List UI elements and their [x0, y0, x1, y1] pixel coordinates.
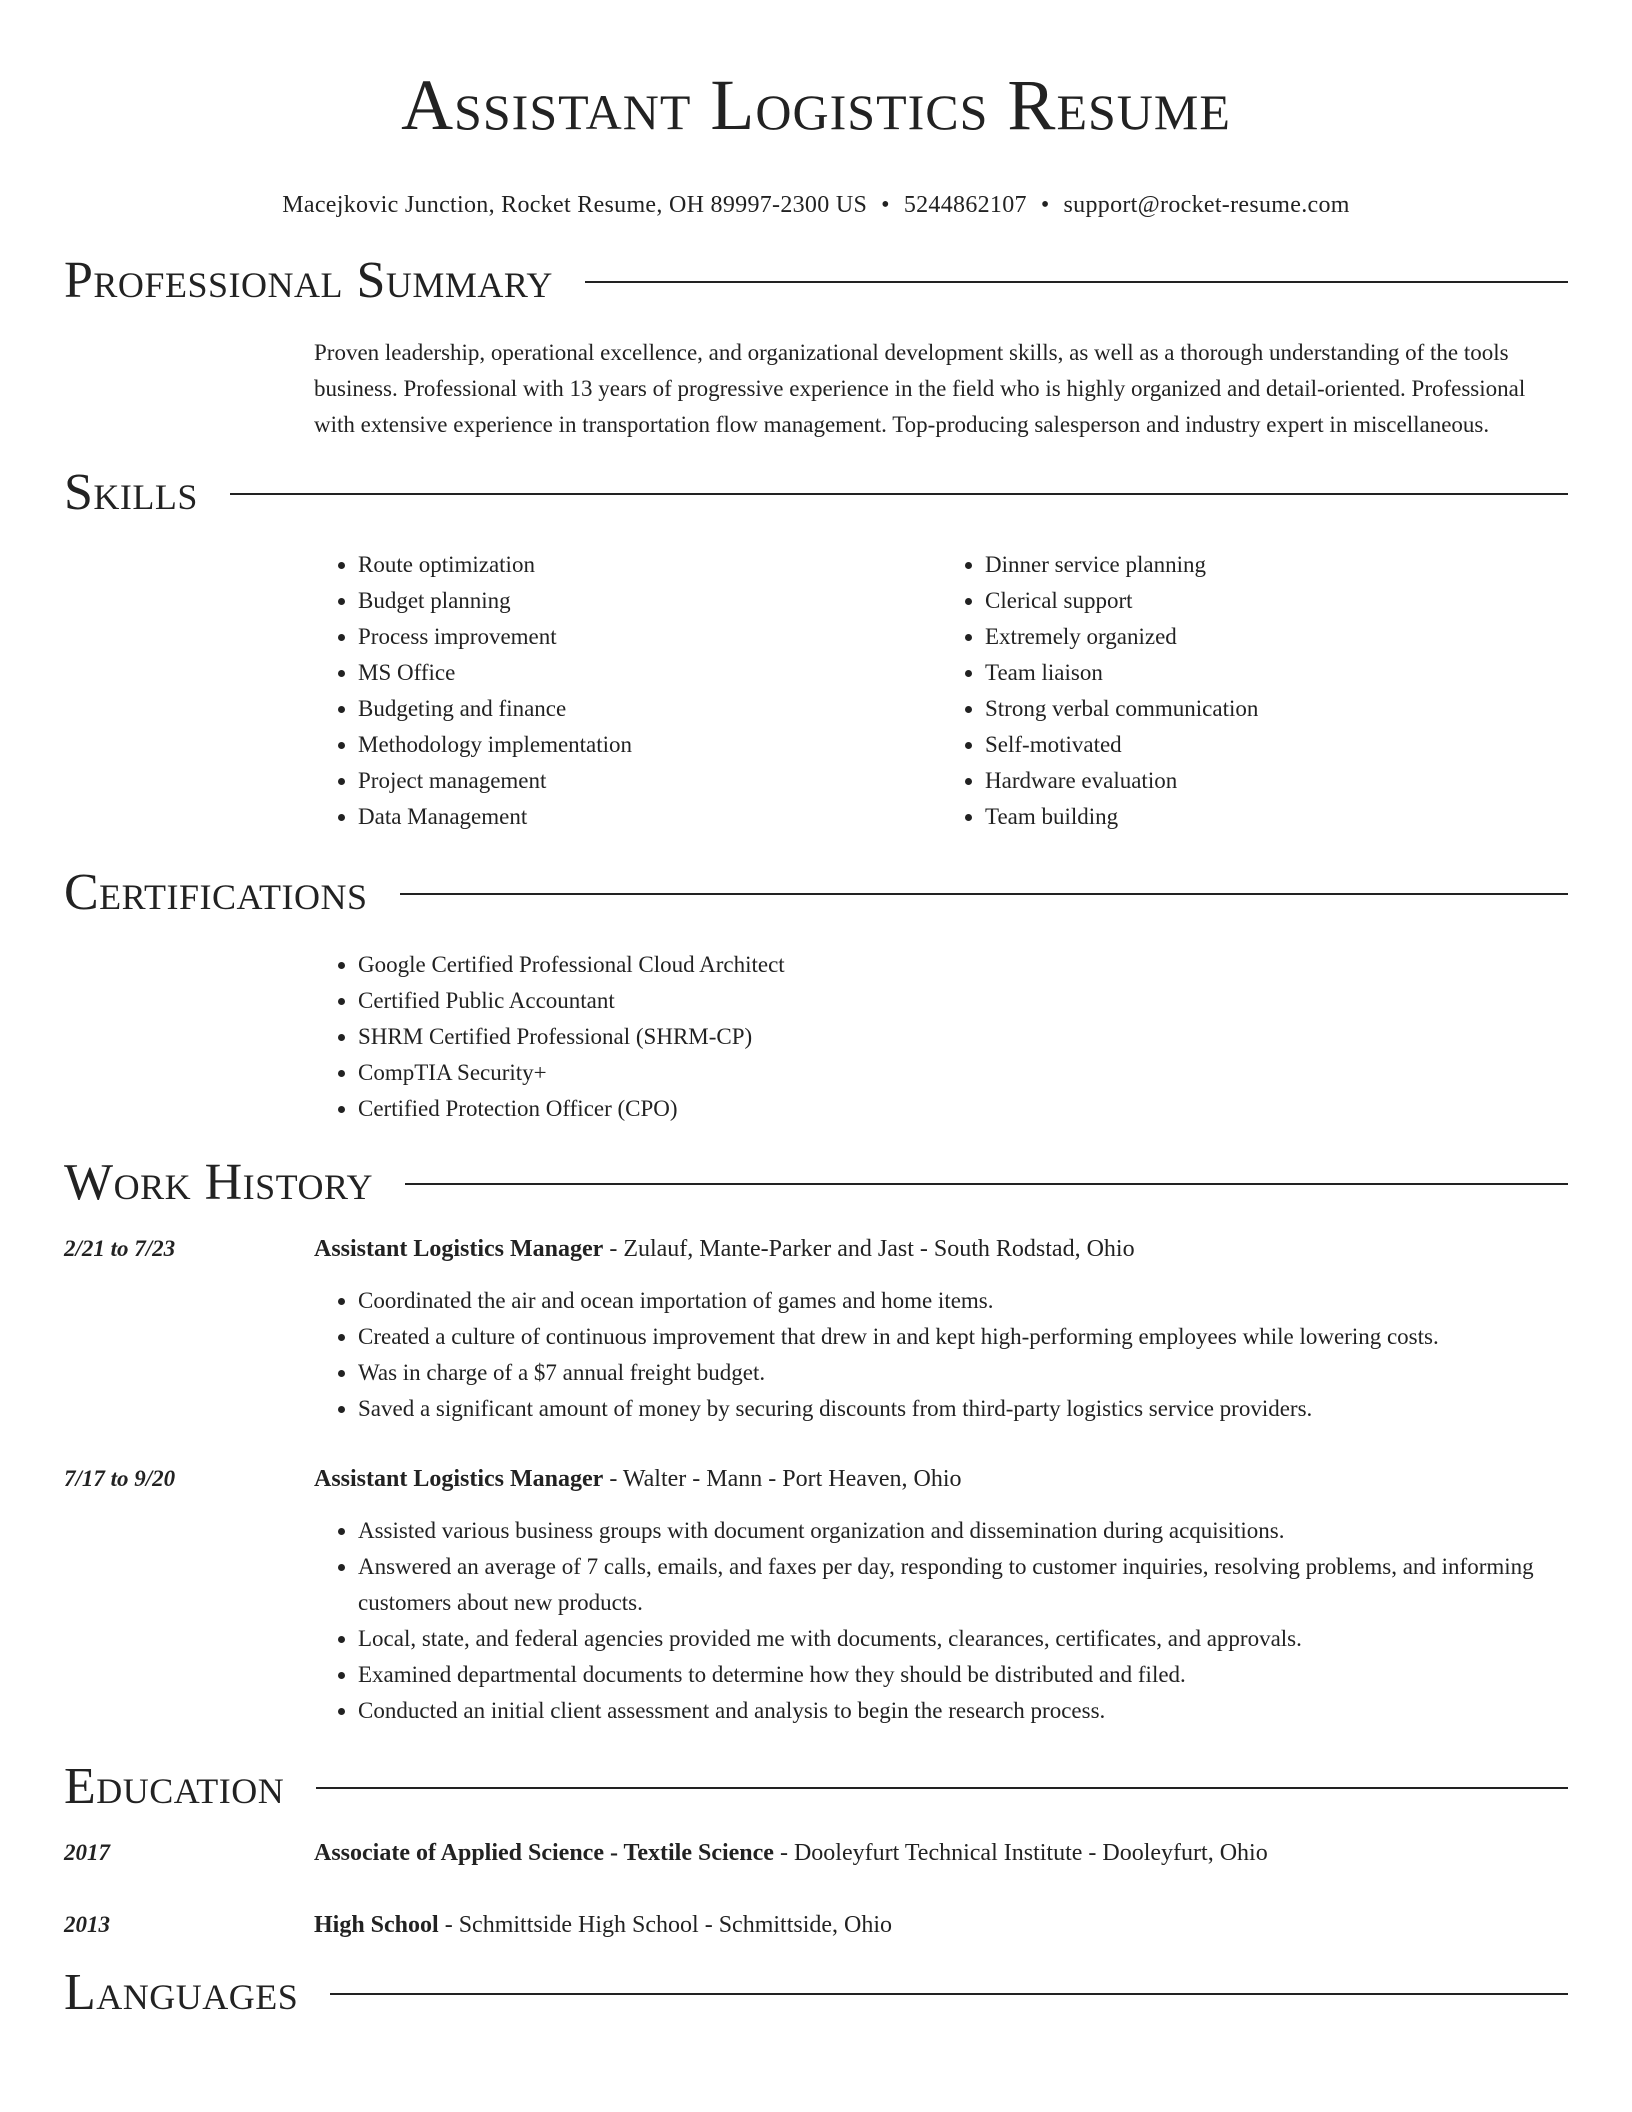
section-divider — [330, 1993, 1568, 1995]
job-duty: • Examined departmental documents to determine how they should be distributed and filed. — [358, 1657, 1568, 1693]
section-divider — [316, 1787, 1568, 1789]
skill-item: • Data Management — [358, 799, 941, 835]
summary-section — [64, 247, 1568, 443]
skill-item: • MS Office — [358, 655, 941, 691]
education-degree: Associate of Applied Science - Textile Science — [314, 1840, 774, 1866]
job-dates: 2/21 to 7/23 — [64, 1236, 176, 1261]
skill-item: • Process improvement — [358, 619, 941, 655]
skill-item: • Team building — [985, 799, 1568, 835]
job-bullets — [314, 1283, 1568, 1427]
skill-item: • Hardware evaluation — [985, 763, 1568, 799]
certification-item: • Certified Public Accountant — [358, 983, 1568, 1019]
education-headline — [314, 1907, 892, 1943]
skill-item: • Self-motivated — [985, 727, 1568, 763]
job-position: Assistant Logistics Manager — [314, 1236, 604, 1262]
section-title: Professional Summary — [64, 251, 553, 309]
job-header — [64, 1231, 1568, 1267]
education-details: - Schmittside High School - Schmittside, Ohio — [438, 1912, 893, 1938]
certification-item: • CompTIA Security+ — [358, 1055, 1568, 1091]
job-duty: • Coordinated the air and ocean importation of games and home items. — [358, 1283, 1568, 1319]
education-details: - Dooleyfurt Technical Institute - Dooleyfurt, Ohio — [773, 1840, 1268, 1866]
job-duty: • Local, state, and federal agencies provided me with documents, clearances, certificates, and approvals. — [358, 1621, 1568, 1657]
work-history-section — [64, 1149, 1568, 1729]
job-duty: • Saved a significant amount of money by securing discounts from third-party logistics service providers. — [358, 1391, 1568, 1427]
section-title: Languages — [64, 1963, 299, 2021]
job-entry — [64, 1461, 1568, 1729]
skills-section — [64, 459, 1568, 835]
job-duty: • Was in charge of a $7 annual freight budget. — [358, 1355, 1568, 1391]
certification-item: • SHRM Certified Professional (SHRM-CP) — [358, 1019, 1568, 1055]
skill-item: • Team liaison — [985, 655, 1568, 691]
job-duties-list — [314, 1513, 1568, 1729]
job-duty: • Created a culture of continuous improvement that drew in and kept high-performing employees while lowering costs. — [358, 1319, 1568, 1355]
skill-item: • Budgeting and finance — [358, 691, 941, 727]
address: Macejkovic Junction, Rocket Resume, OH 89997-2300 US — [282, 192, 868, 218]
skills-list-right — [941, 547, 1568, 835]
job-dates: 7/17 to 9/20 — [64, 1466, 176, 1491]
education-section — [64, 1753, 1568, 1943]
skill-item: • Methodology implementation — [358, 727, 941, 763]
job-duty: • Assisted various business groups with document organization and dissemination during acquisitions. — [358, 1513, 1568, 1549]
job-details: - Zulauf, Mante-Parker and Jast - South Rodstad, Ohio — [603, 1236, 1135, 1262]
email: support@rocket-resume.com — [1063, 192, 1350, 218]
skill-item: • Clerical support — [985, 583, 1568, 619]
languages-section — [64, 1959, 1568, 2025]
phone: 5244862107 — [903, 192, 1027, 218]
job-duty: • Conducted an initial client assessment and analysis to begin the research process. — [358, 1693, 1568, 1729]
job-entry — [64, 1231, 1568, 1427]
section-header — [64, 459, 1568, 525]
skill-item: • Strong verbal communication — [985, 691, 1568, 727]
certification-item: • Google Certified Professional Cloud Architect — [358, 947, 1568, 983]
job-header — [64, 1461, 1568, 1497]
section-header — [64, 1959, 1568, 2025]
job-headline — [314, 1231, 1135, 1267]
education-degree: High School — [314, 1912, 439, 1938]
job-bullets — [314, 1513, 1568, 1729]
skill-item: • Route optimization — [358, 547, 941, 583]
certification-item: • Certified Protection Officer (CPO) — [358, 1091, 1568, 1127]
education-year: 2017 — [64, 1840, 110, 1865]
contact-line — [0, 192, 1632, 219]
certifications-section — [64, 859, 1568, 1127]
skill-item: • Extremely organized — [985, 619, 1568, 655]
section-title: Education — [64, 1757, 285, 1815]
education-headline — [314, 1835, 1268, 1871]
skill-item: • Budget planning — [358, 583, 941, 619]
job-duties-list — [314, 1283, 1568, 1427]
skills-columns — [314, 547, 1568, 835]
separator: • — [1040, 192, 1050, 218]
separator: • — [881, 192, 890, 218]
section-title: Certifications — [64, 863, 368, 921]
education-entry — [64, 1907, 1568, 1943]
skills-list-left — [314, 547, 941, 835]
section-header — [64, 859, 1568, 925]
job-details: - Walter - Mann - Port Heaven, Ohio — [603, 1466, 962, 1492]
skill-item: • Dinner service planning — [985, 547, 1568, 583]
section-divider — [585, 281, 1568, 283]
job-duty: • Answered an average of 7 calls, emails, and faxes per day, responding to customer inquiries, resolving problems, and informing customers about new products. — [358, 1549, 1568, 1621]
education-year: 2013 — [64, 1912, 110, 1937]
section-divider — [405, 1183, 1568, 1185]
certifications-list — [314, 947, 1568, 1127]
section-title: Skills — [64, 463, 198, 521]
summary-text: Proven leadership, operational excellence, and organizational development skills, as well as a thorough understanding of the tools business. Professional with 13 years of progressive experience in the field who is highly organized and detail-oriented. Professional with extensive experience in transportation flow management. Top-producing salesperson and industry expert in miscellaneous. — [314, 340, 1526, 437]
section-divider — [230, 493, 1568, 495]
section-divider — [400, 893, 1568, 895]
section-header — [64, 1753, 1568, 1819]
skill-item: • Project management — [358, 763, 941, 799]
section-title: Work History — [64, 1153, 374, 1211]
resume-title: Assistant Logistics Resume — [401, 65, 1231, 145]
section-header — [64, 1149, 1568, 1215]
job-headline — [314, 1461, 962, 1497]
job-position: Assistant Logistics Manager — [314, 1466, 604, 1492]
section-header — [64, 247, 1568, 313]
certifications-content — [314, 947, 1568, 1127]
education-entry — [64, 1835, 1568, 1871]
